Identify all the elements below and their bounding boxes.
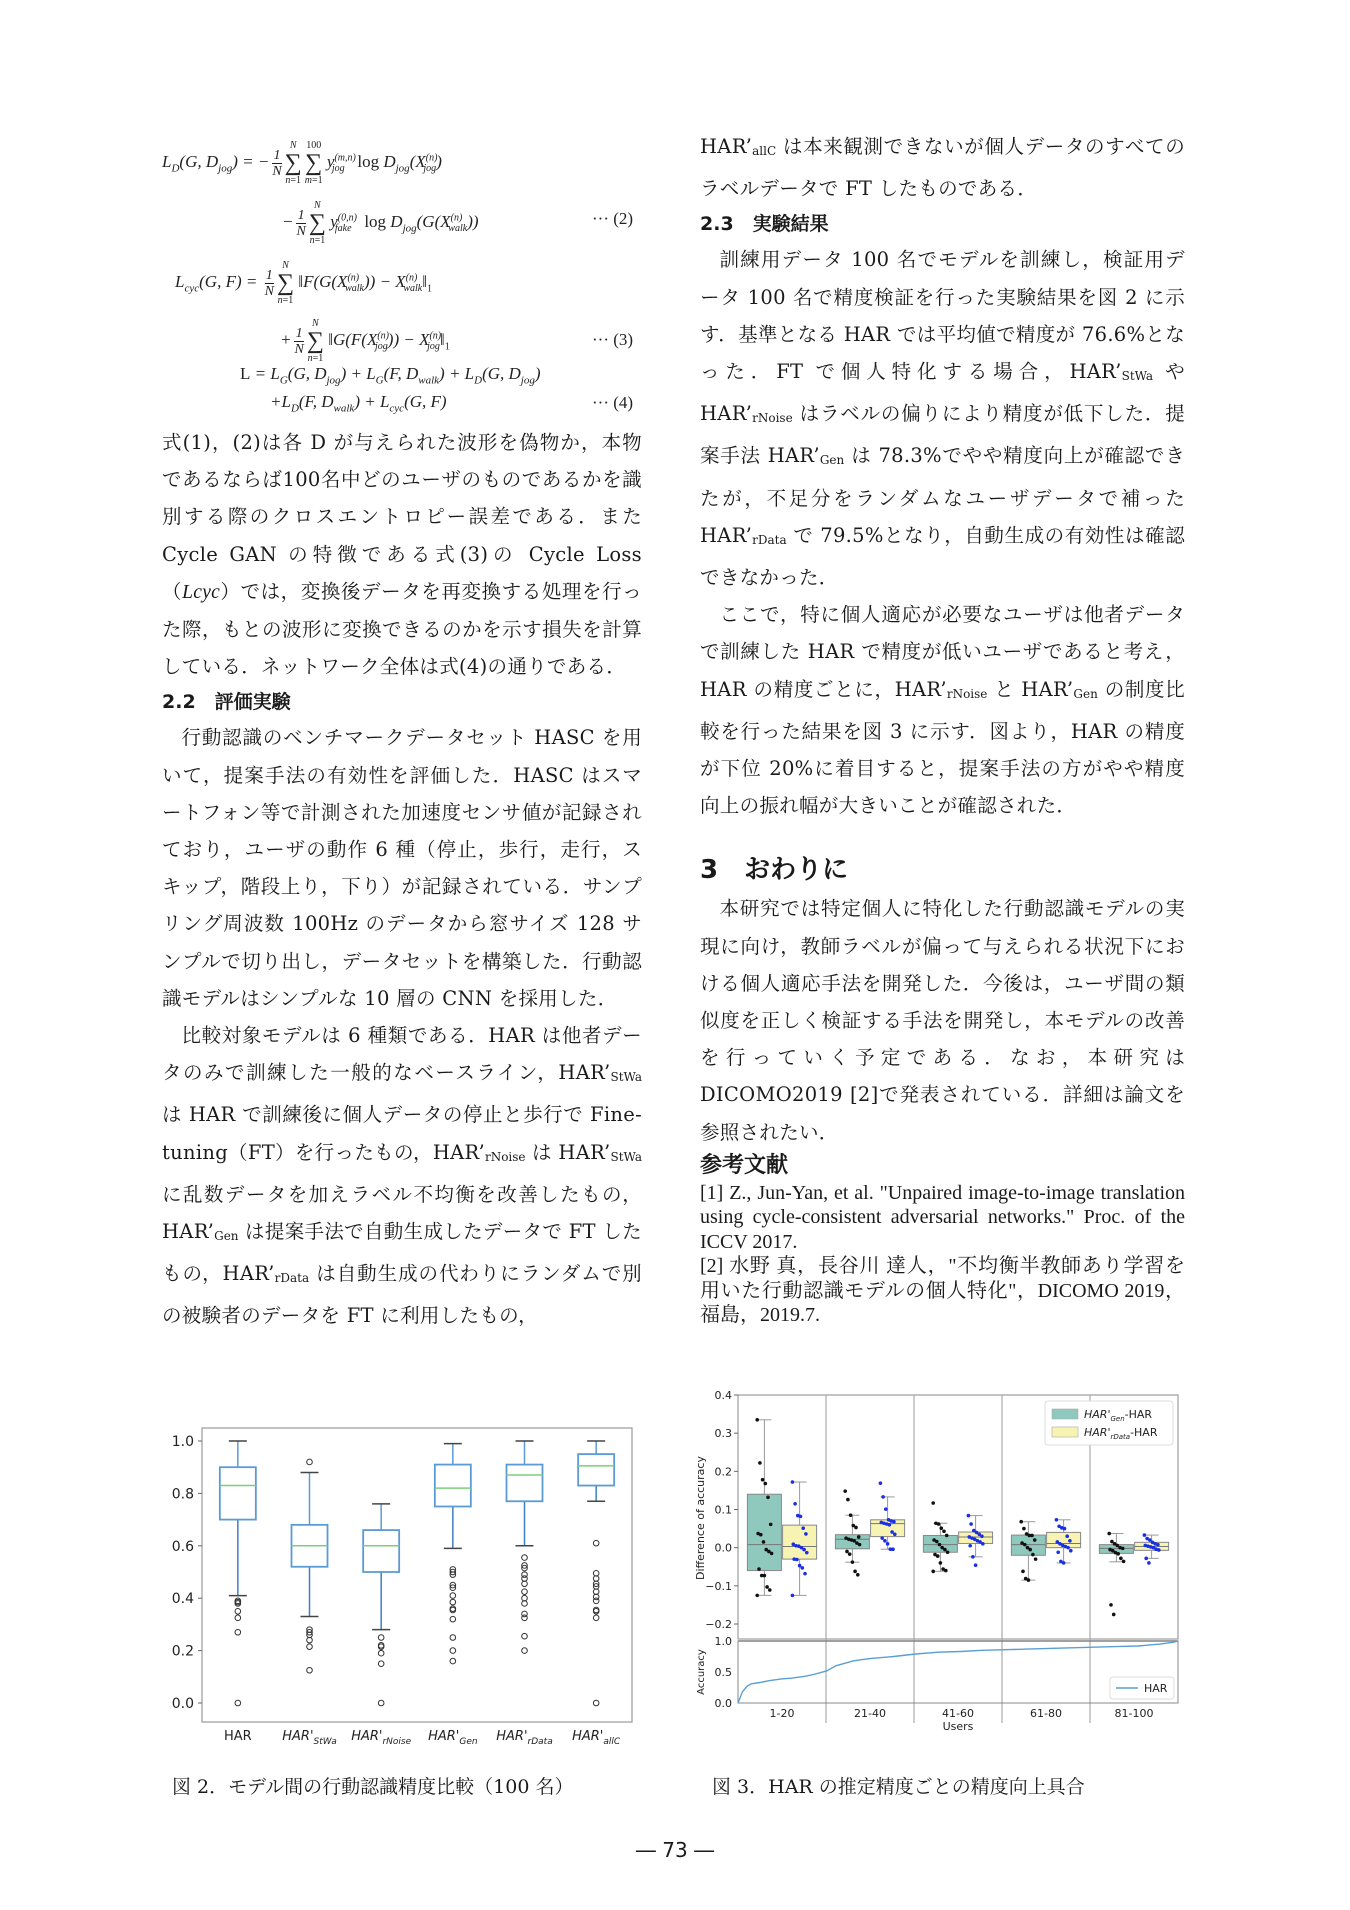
- outlier-point: [522, 1555, 528, 1561]
- y-axis-label: Accuracy: [696, 1649, 707, 1695]
- data-point: [856, 1573, 860, 1577]
- data-point: [886, 1542, 890, 1546]
- outlier-point: [378, 1635, 384, 1641]
- y-tick-label: 0.8: [171, 1486, 194, 1503]
- data-point: [803, 1572, 807, 1576]
- data-point: [1109, 1603, 1113, 1607]
- data-point: [791, 1594, 795, 1598]
- box-iqr: [220, 1467, 256, 1519]
- legend-swatch: [1052, 1409, 1078, 1419]
- section-heading-2-3: 2.3 実験結果: [700, 213, 829, 236]
- data-point: [1143, 1533, 1147, 1537]
- y-tick-label: 0.0: [714, 1541, 732, 1555]
- data-point: [1062, 1561, 1066, 1565]
- lcyc-symbol: Lcyc: [182, 581, 221, 603]
- text-span: の制度比較を行った結果を図 3 に示す．図より，HAR の精度が下位 20%に着目すると，提案手法の方がやや精度向上の振れ幅が大きいことが確認された．: [700, 677, 1186, 818]
- data-point: [1147, 1561, 1151, 1565]
- y-tick-label: −0.1: [705, 1579, 732, 1593]
- data-point: [1121, 1547, 1125, 1551]
- outlier-point: [378, 1661, 384, 1667]
- data-point: [881, 1495, 885, 1499]
- outlier-point: [235, 1700, 241, 1706]
- box-3: [435, 1444, 471, 1664]
- data-point: [765, 1585, 769, 1589]
- text-span: で 79.5%となり，自動生成の有効性は確認できなかった．: [700, 523, 1185, 590]
- data-point: [857, 1535, 861, 1539]
- data-point: [1063, 1527, 1067, 1531]
- subscript: StWa: [1121, 369, 1154, 384]
- data-point: [853, 1570, 857, 1574]
- box-iqr: [783, 1525, 817, 1559]
- y-axis-label: Difference of accuracy: [694, 1456, 707, 1580]
- legend-label: $HAR'_{rData}$-HAR: [1084, 1426, 1158, 1441]
- box-HAR'rData-HAR-2: [959, 1514, 993, 1567]
- y-tick-label: 0.5: [714, 1666, 732, 1679]
- x-tick-label: 1-20: [769, 1707, 795, 1720]
- equation-2-number: ··· (2): [592, 209, 634, 228]
- data-point: [1068, 1539, 1072, 1543]
- data-point: [1034, 1557, 1038, 1561]
- outlier-point: [450, 1616, 456, 1622]
- data-point: [1028, 1548, 1032, 1552]
- x-tick-label: 81-100: [1114, 1707, 1154, 1720]
- outlier-point: [307, 1644, 313, 1650]
- outlier-point: [450, 1599, 456, 1605]
- paragraph-results: [700, 241, 1185, 596]
- data-point: [935, 1540, 939, 1544]
- data-point: [939, 1561, 943, 1565]
- x-tick-label: $HAR'_{StWa}$: [282, 1729, 337, 1747]
- x-tick-label: $HAR'_{rData}$: [496, 1729, 553, 1747]
- legend: [1045, 1401, 1173, 1445]
- data-point: [793, 1502, 797, 1506]
- x-tick-label: $HAR'_{rNoise}$: [351, 1729, 412, 1747]
- y-tick-label: 0.0: [171, 1696, 194, 1712]
- outlier-point: [593, 1540, 599, 1546]
- data-point: [768, 1588, 772, 1592]
- data-point: [1112, 1613, 1116, 1617]
- text-span: は自動生成の代わりにランダムで別の被験者のデータを FT に利用したもの，: [162, 1262, 642, 1328]
- text-span: に乱数データを加えラベル不均衡を改善したもの，HAR’: [162, 1182, 642, 1244]
- outlier-point: [522, 1633, 528, 1639]
- outlier-point: [522, 1589, 528, 1595]
- text-span: HAR’: [700, 135, 753, 158]
- text-span: はラベルの偏りにより精度が低下した．提案手法 HAR’: [700, 402, 1185, 468]
- box-0: [220, 1441, 256, 1706]
- y-tick-label: 1.0: [171, 1434, 194, 1450]
- data-point: [758, 1461, 762, 1465]
- outlier-point: [522, 1648, 528, 1654]
- box-iqr: [578, 1454, 614, 1485]
- legend-subscript: Gen: [1110, 1415, 1125, 1423]
- data-point: [791, 1480, 795, 1484]
- text-span: は HAR’: [525, 1140, 611, 1164]
- text-span: ）では，変換後データを再変換する処理を行った際，もとの波形に変換できるのかを示す損失を計算している．ネットワーク全体は式(4)の通りである．: [162, 579, 642, 679]
- outlier-point: [235, 1609, 241, 1615]
- box-HAR'Gen-HAR-4: [1099, 1532, 1133, 1617]
- equation-3-line-1: $L_{cyc}(G$, F) = 1 N N ∑ n=1 $‖F(G(X^{(n)}_{walk}))$ − $X^{(n)}_{walk}‖_1$: [175, 260, 433, 306]
- x-axis-label: Users: [942, 1720, 974, 1733]
- subscript: Gen: [1073, 686, 1098, 701]
- y-tick-label: 0.4: [171, 1591, 194, 1608]
- data-point: [968, 1544, 972, 1548]
- data-point: [1107, 1532, 1111, 1536]
- data-point: [931, 1570, 935, 1574]
- outlier-point: [593, 1598, 599, 1604]
- text-span: と HAR’: [987, 677, 1074, 701]
- text-span: ここで，特に個人適応が必要なユーザは他者データで訓練した HAR で精度が低いユーザであると考え，HAR の精度ごとに，HAR’: [700, 603, 1185, 701]
- data-point: [1022, 1527, 1026, 1531]
- subscript: rData: [274, 1271, 310, 1286]
- box-HAR'rData-HAR-1: [871, 1481, 905, 1551]
- paragraph-conclusion: 本研究では特定個人に特化した行動認識モデルの実現に向け，教師ラベルが偏って与えられる状況下における個人適応手法を開発した．今後は，ユーザ間の類似度を正しく検証する手法を開発し，本モデルの改善を行っていく予定である．なお，本研究は DICOMO2019 [2]で発表されている．詳細は論文を参照されたい．: [700, 897, 1185, 1144]
- data-point: [770, 1552, 774, 1556]
- right-column-text: [700, 128, 1185, 1328]
- legend-subscript: rData: [1110, 1433, 1131, 1441]
- data-point: [893, 1533, 897, 1537]
- data-point: [1030, 1534, 1034, 1538]
- data-point: [942, 1529, 946, 1533]
- data-point: [801, 1566, 805, 1570]
- legend-bottom: [1110, 1677, 1174, 1699]
- figure-3-chart: [690, 1385, 1200, 1755]
- box-iqr: [435, 1465, 471, 1507]
- equation-4-line-2: $+L_D(F$, $D_{walk}) + L_{cyc}(G$, F): [270, 392, 447, 415]
- data-point: [1021, 1570, 1025, 1574]
- x-tick-label: 61-80: [1030, 1707, 1062, 1720]
- data-point: [851, 1560, 855, 1564]
- data-point: [880, 1536, 884, 1540]
- spacer: [700, 824, 1185, 850]
- data-point: [799, 1515, 803, 1519]
- section-heading-2-2: 2.2 評価実験: [162, 691, 291, 714]
- data-point: [940, 1526, 944, 1530]
- data-point: [843, 1489, 847, 1493]
- data-point: [981, 1542, 985, 1546]
- data-point: [1066, 1546, 1070, 1550]
- outlier-point: [307, 1459, 313, 1465]
- box-iqr: [363, 1530, 399, 1572]
- y-tick-label: 0.1: [714, 1503, 732, 1517]
- data-point: [802, 1548, 806, 1552]
- y-tick-label: 0.0: [714, 1697, 732, 1710]
- outlier-point: [593, 1700, 599, 1706]
- box-iqr: [835, 1535, 869, 1549]
- data-point: [845, 1550, 849, 1554]
- outlier-point: [378, 1650, 384, 1656]
- data-point: [879, 1481, 883, 1485]
- reference-2: [2] 水野 真，長谷川 達人，"不均衡半教師あり学習を用いた行動認識モデルの個人特化"，DICOMO 2019，福島，2019.7.: [700, 1255, 1185, 1327]
- data-point: [944, 1569, 948, 1573]
- box-HAR'rData-HAR-0: [783, 1480, 817, 1597]
- data-point: [1031, 1553, 1035, 1557]
- text-span: は本来観測できないが個人データのすべてのラベルデータで FT したものである．: [700, 135, 1185, 201]
- data-point: [846, 1498, 850, 1502]
- outlier-point: [450, 1635, 456, 1641]
- subscript: rNoise: [484, 1149, 526, 1164]
- data-point: [931, 1501, 935, 1505]
- data-point: [969, 1522, 973, 1526]
- reference-1: [1] Z., Jun-Yan, et al. "Unpaired image-to-image translation using cycle-consistent adversarial networks." Proc. of the ICCV 2017.: [700, 1181, 1185, 1253]
- equation-2-line-1: $L_D(G$, $D_{jog}$) = − 1 N N ∑ n=1100 ∑ m=1 $y^{(m,n)}_{jog}$ $\log D_{jog}(X^{(n)}_{jog})$: [162, 140, 442, 186]
- data-point: [762, 1540, 766, 1544]
- data-point: [757, 1567, 761, 1571]
- data-point: [1119, 1557, 1123, 1561]
- data-point: [1144, 1557, 1148, 1561]
- data-point: [804, 1532, 808, 1536]
- data-point: [805, 1551, 809, 1555]
- data-point: [801, 1526, 805, 1530]
- data-point: [1027, 1578, 1031, 1582]
- data-point: [971, 1555, 975, 1559]
- data-point: [946, 1550, 950, 1554]
- x-tick-subscript: Gen: [459, 1737, 478, 1747]
- data-point: [1157, 1548, 1161, 1552]
- data-point: [769, 1523, 773, 1527]
- box-4: [507, 1441, 543, 1653]
- x-tick-label: HAR: [223, 1729, 252, 1744]
- equation-4-line-1: $L = L_G(G$, $D_{jog}) + L_G(F$, $D_{walk}) + L_D(G$, $D_{jog}$): [240, 364, 541, 387]
- box-HAR'rData-HAR-3: [1047, 1518, 1081, 1565]
- outlier-point: [450, 1593, 456, 1599]
- equation-2-line-2: − 1 N N ∑ n=1 $y^{(0,n)}_{fake}$ $\log D_{jog}(G(X^{(n)}_{walk}))$: [282, 200, 479, 246]
- outlier-point: [235, 1615, 241, 1621]
- plot-frame: [202, 1428, 632, 1722]
- data-point: [848, 1552, 852, 1556]
- text-span: は 78.3%でやや精度向上が確認できたが，不足分をランダムなユーザデータで補った HAR’: [700, 444, 1185, 547]
- data-point: [892, 1520, 896, 1524]
- subscript: Gen: [214, 1229, 239, 1244]
- box-HAR'Gen-HAR-2: [923, 1501, 957, 1573]
- left-column-text: [162, 424, 642, 1335]
- data-point: [883, 1539, 887, 1543]
- box-5: [578, 1441, 614, 1706]
- subscript: rData: [752, 532, 787, 547]
- paragraph-allc: [700, 128, 1185, 207]
- outlier-point: [450, 1648, 456, 1654]
- y-tick-label: 0.2: [171, 1643, 194, 1660]
- data-point: [1033, 1538, 1037, 1542]
- box-1: [292, 1459, 328, 1673]
- box-iqr: [871, 1520, 905, 1537]
- figure-2-caption: 図 2．モデル間の行動認識精度比較（100 名）: [172, 1776, 574, 1798]
- data-point: [1023, 1543, 1027, 1547]
- subscript: allC: [752, 144, 777, 158]
- box-HAR'Gen-HAR-3: [1011, 1520, 1045, 1582]
- data-point: [766, 1495, 770, 1499]
- subscript: rNoise: [946, 686, 988, 701]
- page-number: ― 73 ―: [635, 1838, 715, 1862]
- data-point: [937, 1522, 941, 1526]
- figure-3-caption: 図 3．HAR の推定精度ごとの精度向上具合: [712, 1776, 1085, 1798]
- x-tick-subscript: allC: [603, 1737, 621, 1747]
- text-span: 訓練用データ 100 名でモデルを訓練し，検証用データ 100 名で精度検証を行った実験結果を図 2 に示す．基準となる HAR では平均値で精度が 76.6%となった．FT で個人特化する場合，HAR’: [700, 248, 1185, 384]
- x-tick-subscript: StWa: [313, 1737, 337, 1747]
- box-HAR'rData-HAR-4: [1135, 1533, 1169, 1564]
- x-tick-subscript: rNoise: [382, 1737, 412, 1747]
- data-point: [761, 1478, 765, 1482]
- subscript: rNoise: [752, 411, 793, 426]
- outlier-point: [450, 1658, 456, 1664]
- section-heading-3: 3 おわりに: [700, 855, 849, 886]
- outlier-point: [235, 1629, 241, 1635]
- text-span: 式(1)，(2)は各 D が与えられた波形を偽物か，本物であるならば100名中どのユーザのものであるかを識別する際のクロスエントロピー誤差である．また Cycle GAN の特徴である式(3)の Cycle Loss（: [162, 431, 642, 603]
- y-tick-label: 0.2: [714, 1465, 732, 1479]
- paragraph-comparison-models: [162, 1017, 642, 1335]
- y-tick-label: 0.6: [171, 1538, 194, 1555]
- box-HAR'Gen-HAR-0: [747, 1418, 781, 1597]
- subscript: StWa: [610, 1149, 642, 1164]
- data-point: [763, 1574, 767, 1578]
- box-iqr: [1011, 1535, 1045, 1555]
- paragraph-loss-explanation: [162, 424, 642, 685]
- references-heading: 参考文献: [700, 1152, 789, 1178]
- data-point: [980, 1534, 984, 1538]
- text-span: 比較対象モデルは 6 種類である．HAR は他者データのみで訓練した一般的なベースライン，HAR’: [162, 1024, 642, 1085]
- y-tick-label: 1.0: [714, 1635, 732, 1648]
- y-tick-label: 0.4: [714, 1389, 732, 1402]
- data-point: [849, 1513, 853, 1517]
- figure-2-boxplot: [160, 1422, 640, 1752]
- legend-label: $HAR'_{Gen}$-HAR: [1084, 1408, 1153, 1423]
- legend-label: HAR: [1144, 1682, 1168, 1695]
- x-tick-label: $HAR'_{Gen}$: [428, 1729, 478, 1747]
- data-point: [755, 1418, 759, 1422]
- outlier-point: [378, 1700, 384, 1706]
- data-point: [1156, 1543, 1160, 1547]
- box-iqr: [747, 1494, 781, 1570]
- equation-4-number: ··· (4): [592, 393, 634, 412]
- data-point: [891, 1547, 895, 1551]
- legend-suffix: -HAR: [1124, 1408, 1153, 1421]
- data-point: [759, 1533, 763, 1537]
- equation-3-number: ··· (3): [592, 330, 634, 349]
- data-point: [858, 1543, 862, 1547]
- data-point: [967, 1514, 971, 1518]
- x-tick-subscript: rData: [527, 1737, 553, 1747]
- box-2: [363, 1504, 399, 1706]
- y-tick-label: −0.2: [705, 1618, 732, 1631]
- data-point: [938, 1543, 942, 1547]
- data-point: [943, 1548, 947, 1552]
- data-point: [888, 1523, 892, 1527]
- data-point: [884, 1507, 888, 1511]
- data-point: [1116, 1552, 1120, 1556]
- x-tick-label: 41-60: [942, 1707, 974, 1720]
- x-tick-label: $HAR'_{allC}$: [572, 1729, 621, 1747]
- data-point: [1056, 1550, 1060, 1554]
- data-point: [854, 1526, 858, 1530]
- text-span: や HAR’: [700, 360, 1185, 426]
- outlier-point: [593, 1615, 599, 1621]
- paragraph-evaluation: 行動認識のベンチマークデータセット HASC を用いて，提案手法の有効性を評価した．HASC はスマートフォン等で計測された加速度センサ値が記録されており，ユーザの動作 6 種（停止，歩行，走行，スキップ，階段上り，下り）が記録されている．サンプリング周波数 100Hz のデータから窓サイズ 128 サンプルで切り出し，データセットを構築した．行動認識モデルはシンプルな 10 層の CNN を採用した．: [162, 726, 642, 1010]
- text-span: は提案手法で自動生成したデータで FT したもの，HAR’: [162, 1220, 642, 1286]
- data-point: [795, 1558, 799, 1562]
- data-point: [974, 1563, 978, 1567]
- data-point: [755, 1594, 759, 1598]
- paragraph-analysis: [700, 596, 1185, 824]
- legend-suffix: -HAR: [1130, 1426, 1158, 1439]
- data-point: [1055, 1518, 1059, 1522]
- outlier-point: [307, 1667, 313, 1673]
- data-point: [764, 1482, 768, 1486]
- subscript: Gen: [819, 453, 845, 468]
- box-HAR'Gen-HAR-1: [835, 1489, 869, 1576]
- data-point: [1019, 1520, 1023, 1524]
- legend-swatch: [1052, 1427, 1078, 1437]
- data-point: [1069, 1549, 1073, 1553]
- x-tick-label: 21-40: [854, 1707, 886, 1720]
- box-iqr: [507, 1465, 543, 1502]
- subscript: StWa: [610, 1070, 642, 1085]
- y-tick-label: 0.3: [714, 1427, 732, 1441]
- equation-3-line-2: + 1 N N ∑ n=1 $‖G(F(X^{(n)}_{jog}))$ − $X^{(n)}_{jog}‖_1$: [280, 318, 450, 364]
- data-point: [936, 1554, 940, 1558]
- data-point: [1122, 1560, 1126, 1564]
- outlier-point: [522, 1615, 528, 1621]
- data-point: [1065, 1534, 1069, 1538]
- data-point: [945, 1534, 949, 1538]
- text-span: は HAR で訓練後に個人データの停止と歩行で Fine-tuning（FT）を行ったもの，HAR’: [162, 1103, 642, 1164]
